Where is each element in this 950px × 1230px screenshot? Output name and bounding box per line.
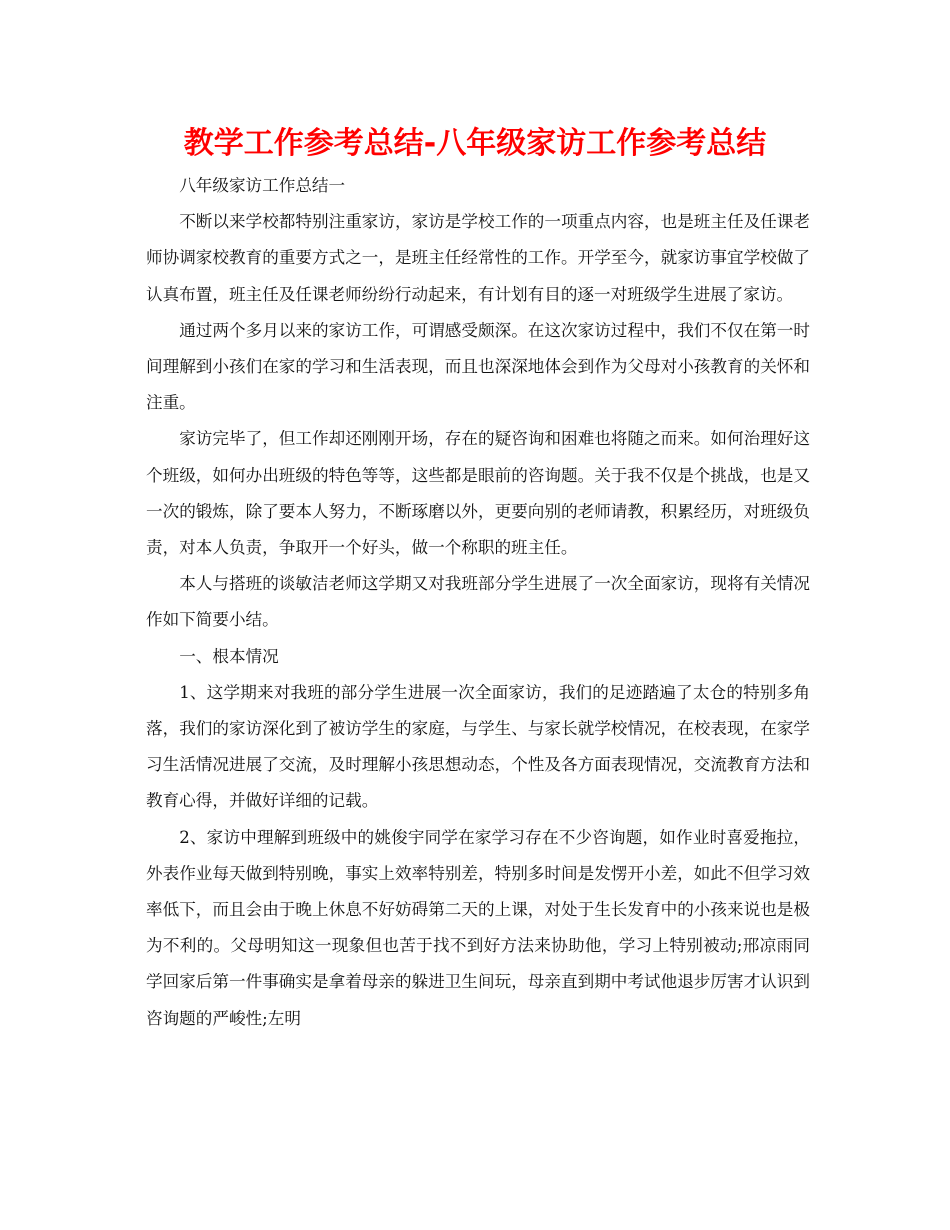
section-heading: 一、根本情况 bbox=[179, 646, 279, 666]
paragraph: 1、这学期来对我班的部分学生进展一次全面家访，我们的足迹踏遍了太仓的特别多角落，我们的家访深化到了被访学生的家庭，与学生、与家长就学校情况，在校表现，在家学习生活情况进展了交流，及时理解小孩思想动态，个性及各方面表现情况，交流教育方法和教育心得，并做好详细的记载。 bbox=[146, 682, 810, 811]
paragraph: 通过两个多月以来的家访工作，可谓感受颇深。在这次家访过程中，我们不仅在第一时间理解到小孩们在家的学习和生活表现，而且也深深地体会到作为父母对小孩教育的关怀和注重。 bbox=[146, 320, 810, 413]
document-title: 教学工作参考总结-八年级家访工作参考总结 bbox=[183, 126, 767, 161]
paragraph: 本人与搭班的谈敏洁老师这学期又对我班部分学生进展了一次全面家访，现将有关情况作如下简要小结。 bbox=[146, 574, 810, 630]
paragraph: 不断以来学校都特别注重家访，家访是学校工作的一项重点内容，也是班主任及任课老师协调家校教育的重要方式之一，是班主任经常性的工作。开学至今，就家访事宜学校做了认真布置，班主任及任课老师纷纷行动起来，有计划有目的逐一对班级学生进展了家访。 bbox=[146, 212, 810, 304]
paragraph: 2、家访中理解到班级中的姚俊宇同学在家学习存在不少咨询题，如作业时喜爱拖拉，外表作业每天做到特别晚，事实上效率特别差，特别多时间是发愣开小差，如此不但学习效率低下，而且会由于晚上休息不好妨碍第二天的上课，对处于生长发育中的小孩来说也是极为不利的。父母明知这一现象但也苦于找不到好方法来协助他，学习上特别被动;邢凉雨同学回家后第一件事确实是拿着母亲的躲进卫生间玩，母亲直到期中考试他退步厉害才认识到咨询题的严峻性;左明 bbox=[146, 827, 810, 1028]
paragraph: 家访完毕了，但工作却还刚刚开场，存在的疑咨询和困难也将随之而来。如何治理好这个班级，如何办出班级的特色等等，这些都是眼前的咨询题。关于我不仅是个挑战，也是又一次的锻炼，除了要本人努力，不断琢磨以外，更要向别的老师请教，积累经历，对班级负责，对本人负责，争取开一个好头，做一个称职的班主任。 bbox=[146, 429, 810, 558]
document-body bbox=[146, 168, 810, 1037]
paragraph-subtitle: 八年级家访工作总结一 bbox=[179, 176, 346, 195]
